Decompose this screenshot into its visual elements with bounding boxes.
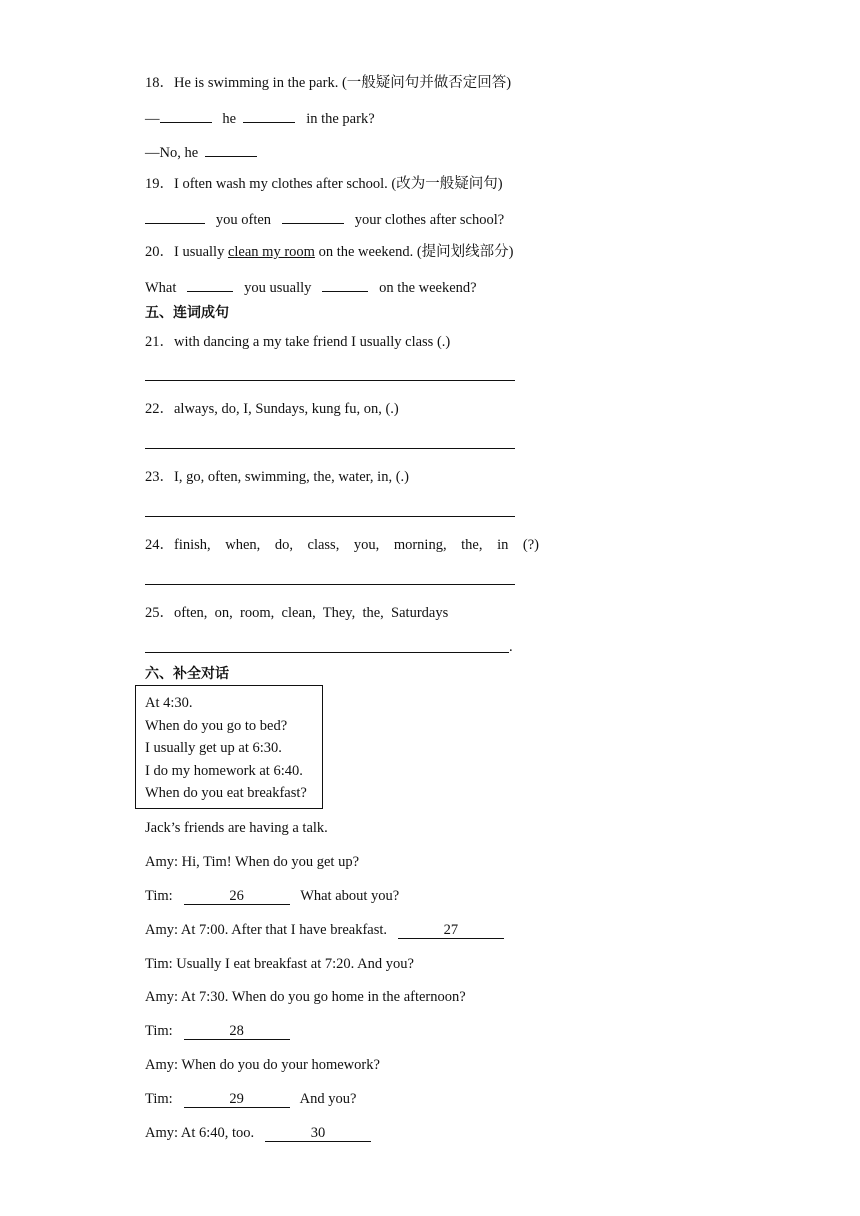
option-box bbox=[135, 685, 323, 809]
q20-answer-line bbox=[145, 277, 477, 297]
blank-30[interactable]: 30 bbox=[265, 1125, 371, 1142]
q19-prompt: 19．I often wash my clothes after school. (改为一般疑问句) bbox=[145, 176, 503, 192]
q20-mid: you usually bbox=[244, 280, 312, 296]
q20-underlined-phrase: clean my room bbox=[227, 244, 315, 260]
blank-18b[interactable] bbox=[243, 108, 295, 123]
dialog-line-1: Amy: Hi, Tim! When do you get up? bbox=[145, 854, 360, 870]
dialog-text: Amy: At 6:40, too. bbox=[145, 1125, 255, 1141]
blank-28[interactable]: 28 bbox=[184, 1023, 290, 1040]
dialog-line-4: Tim: Usually I eat breakfast at 7:20. And you? bbox=[145, 956, 414, 972]
blank-20b[interactable] bbox=[322, 277, 368, 292]
q24-word: 24．finish, bbox=[145, 537, 211, 553]
blank-29[interactable]: 29 bbox=[184, 1091, 290, 1108]
q18-end: in the park? bbox=[306, 111, 375, 127]
dialog-text: What about you? bbox=[300, 888, 400, 904]
q24-word: the, bbox=[461, 537, 483, 553]
q22-prompt: 22．always, do, I, Sundays, kung fu, on, (.) bbox=[145, 401, 399, 417]
q18-no-he: —No, he bbox=[145, 145, 199, 161]
q19-end: your clothes after school? bbox=[354, 212, 505, 228]
blank-20a[interactable] bbox=[187, 277, 233, 292]
q18-he: he bbox=[222, 111, 237, 127]
q18-answer-line-2 bbox=[145, 142, 257, 162]
blank-18c[interactable] bbox=[205, 142, 257, 157]
speaker: Tim: bbox=[145, 888, 173, 904]
dialog-line-6 bbox=[145, 1022, 290, 1040]
q24-word: morning, bbox=[393, 537, 447, 553]
q19-answer-line bbox=[145, 209, 504, 229]
blank-26[interactable]: 26 bbox=[184, 888, 290, 905]
q25-prompt: 25．often, on, room, clean, They, the, Saturdays bbox=[145, 605, 449, 621]
blank-18a[interactable] bbox=[160, 108, 212, 123]
blank-19a[interactable] bbox=[145, 209, 205, 224]
q21-prompt: 21．with dancing a my take friend I usually class (.) bbox=[145, 334, 451, 350]
q24-word: do, bbox=[274, 537, 293, 553]
q24-word: class, bbox=[307, 537, 340, 553]
q25-answer-line[interactable] bbox=[145, 652, 509, 653]
dash: — bbox=[145, 111, 160, 127]
q20-what: What bbox=[145, 280, 177, 296]
option-2: When do you go to bed? bbox=[145, 718, 288, 734]
q18-answer-line-1 bbox=[145, 108, 375, 128]
q21-answer-line[interactable] bbox=[145, 380, 515, 381]
q20-end: on the weekend? bbox=[379, 280, 477, 296]
dialog-line-8 bbox=[145, 1090, 356, 1108]
q20-prompt bbox=[145, 243, 513, 261]
q24-word: in bbox=[497, 537, 509, 553]
option-1: At 4:30. bbox=[145, 695, 193, 711]
q25-period: . bbox=[509, 639, 513, 655]
q24-answer-line[interactable] bbox=[145, 584, 515, 585]
dialog-text: Amy: At 7:00. After that I have breakfast. bbox=[145, 922, 388, 938]
q23-answer-line[interactable] bbox=[145, 516, 515, 517]
dialog-intro: Jack’s friends are having a talk. bbox=[145, 820, 328, 836]
dialog-line-5: Amy: At 7:30. When do you go home in the afternoon? bbox=[145, 989, 466, 1005]
q20-prompt-start: 20．I usually bbox=[145, 244, 228, 260]
section-6-title: 六、补全对话 bbox=[145, 666, 229, 682]
speaker: Tim: bbox=[145, 1023, 173, 1039]
q18-prompt: 18．He is swimming in the park. (一般疑问句并做否定回答) bbox=[145, 75, 512, 91]
option-5: When do you eat breakfast? bbox=[145, 785, 307, 801]
q19-mid: you often bbox=[215, 212, 272, 228]
blank-27[interactable]: 27 bbox=[398, 922, 504, 939]
option-3: I usually get up at 6:30. bbox=[145, 740, 282, 756]
q24-word: (?) bbox=[522, 537, 539, 553]
q22-answer-line[interactable] bbox=[145, 448, 515, 449]
q24-prompt bbox=[145, 536, 539, 554]
q20-prompt-end: on the weekend. (提问划线部分) bbox=[314, 244, 514, 260]
section-5-title: 五、连词成句 bbox=[145, 305, 229, 321]
speaker: Tim: bbox=[145, 1091, 173, 1107]
q24-word: you, bbox=[353, 537, 380, 553]
dialog-line-3 bbox=[145, 921, 504, 939]
option-4: I do my homework at 6:40. bbox=[145, 763, 303, 779]
dialog-line-2 bbox=[145, 887, 399, 905]
dialog-line-7: Amy: When do you do your homework? bbox=[145, 1057, 380, 1073]
blank-19b[interactable] bbox=[282, 209, 344, 224]
q24-word: when, bbox=[225, 537, 261, 553]
dialog-line-9 bbox=[145, 1124, 371, 1142]
dialog-text: And you? bbox=[299, 1091, 357, 1107]
q23-prompt: 23．I, go, often, swimming, the, water, in, (.) bbox=[145, 469, 409, 485]
